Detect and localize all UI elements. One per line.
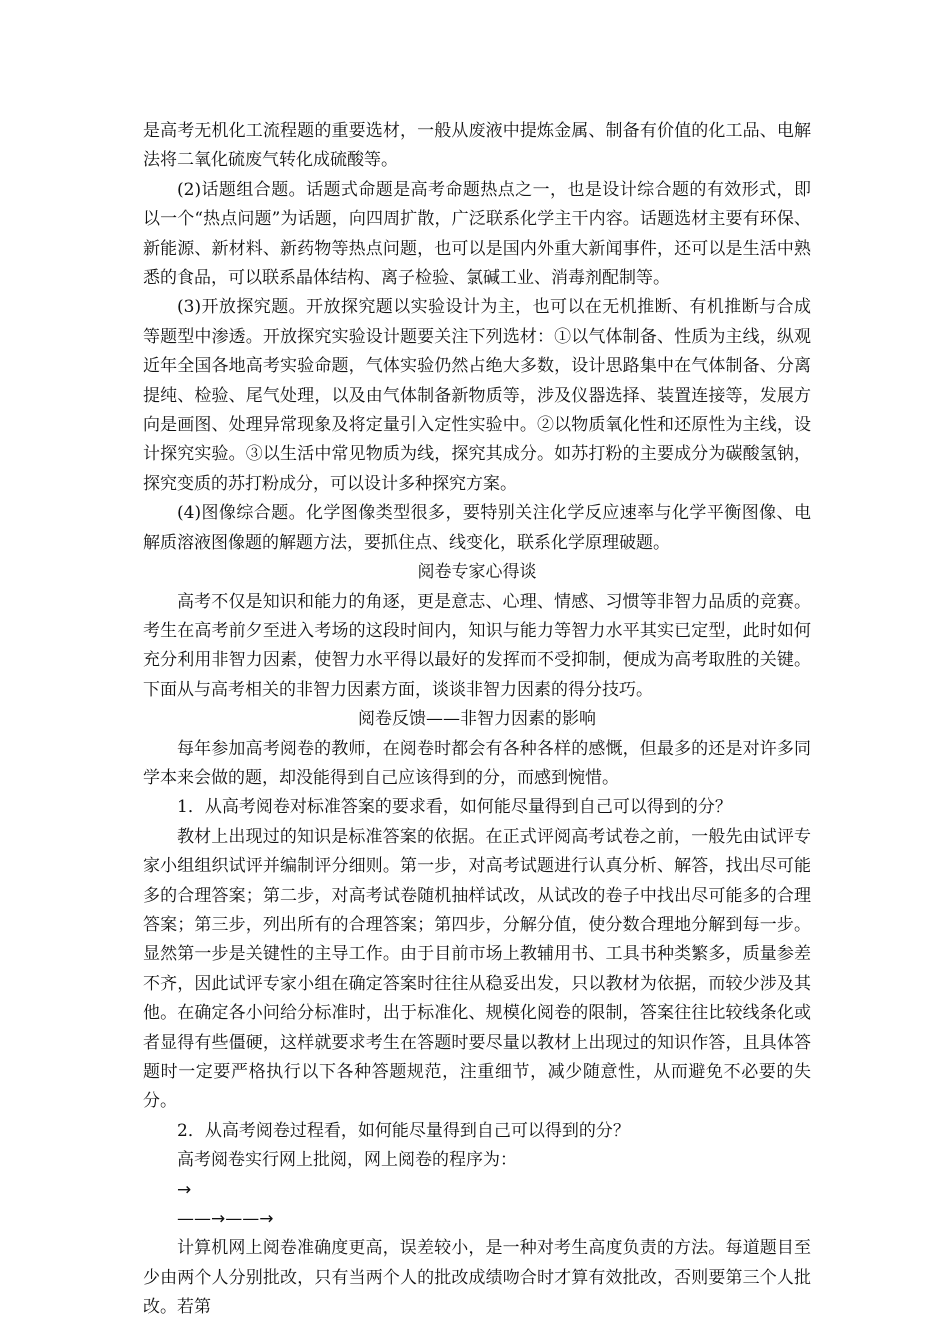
question-2: 2．从高考阅卷过程看，如何能尽量得到自己可以得到的分？ <box>177 1120 630 1141</box>
paragraph-graph-synthesis: (4)图像综合题。化学图像类型很多，要特别关注化学反应速率与化学平衡图像、电解质溶液图像题的解题方法，要抓住点、线变化，联系化学原理破题。 <box>143 503 811 553</box>
paragraph-question-1-answer: 教材上出现过的知识是标准答案的依据。在正式评阅高考试卷之前，一般先由试评专家小组组织试评并编制评分细则。第一步，对高考试题进行认真分析、解答，找出尽可能多的合理答案；第二步，对高考试卷随机抽样试改，从试改的卷子中找出尽可能多的合理答案；第三步，列出所有的合理答案；第四步，分解分值，使分数合理地分解到每一步。显然第一步是关键性的主导工作。由于目前市场上教辅用书、工具书种类繁多，质量参差不齐，因此试评专家小组在确定答案时往往从稳妥出发，只以教材为依据，而较少涉及其他。在确定各小问给分标准时，出于标准化、规模化阅卷的限制，答案往往比较线条化或者显得有些僵硬，这样就要求考生在答题时要尽量以教材上出现过的知识作答，且具体答题时一定要严格执行以下各种答题规范，注重细节，减少随意性，从而避免不必要的失分。 <box>143 826 811 1112</box>
heading-expert-talk: 阅卷专家心得谈 <box>417 562 537 583</box>
document-page <box>143 117 811 1323</box>
question-1: 1．从高考阅卷对标准答案的要求看，如何能尽量得到自己可以得到的分？ <box>177 797 732 818</box>
paragraph-topic-combination: (2)话题组合题。话题式命题是高考命题热点之一，也是设计综合题的有效形式，即以一个“热点问题”为话题，向四周扩散，广泛联系化学主干内容。话题选材主要有环保、新能源、新材料、新药物等热点问题，也可以是国内外重大新闻事件，还可以是生活中熟悉的食品，可以联系晶体结构、离子检验、氯碱工业、消毒剂配制等。 <box>143 179 811 289</box>
paragraph-online-grading: 计算机网上阅卷准确度更高，误差较小，是一种对考生高度负责的方法。每道题目至少由两个人分别批改，只有当两个人的批改成绩吻合时才算有效批改，否则要第三个人批改。若第 <box>143 1238 811 1318</box>
paragraph-grading-feedback: 每年参加高考阅卷的教师，在阅卷时都会有各种各样的感慨，但最多的还是对许多同学本来会做的题，却没能得到自己应该得到的分，而感到惋惜。 <box>143 738 811 788</box>
paragraph-intro: 是高考无机化工流程题的重要选材，一般从废液中提炼金属、制备有价值的化工品、电解法将二氧化硫废气转化成硫酸等。 <box>143 121 811 171</box>
paragraph-expert-talk: 高考不仅是知识和能力的角逐，更是意志、心理、情感、习惯等非智力品质的竞赛。考生在高考前夕至进入考场的这段时间内，知识与能力等智力水平其实已定型，此时如何充分利用非智力因素，使智力水平得以最好的发挥而不受抑制，便成为高考取胜的关键。下面从与高考相关的非智力因素方面，谈谈非智力因素的得分技巧。 <box>143 591 811 700</box>
flow-arrow-line-1: → <box>177 1179 192 1200</box>
paragraph-question-2-intro: 高考阅卷实行网上批阅，网上阅卷的程序为： <box>177 1150 517 1171</box>
flow-arrow-line-2: ——→——→ <box>177 1209 274 1230</box>
paragraph-open-exploration: (3)开放探究题。开放探究题以实验设计为主，也可以在无机推断、有机推断与合成等题型中渗透。开放探究实验设计题要关注下列选材：①以气体制备、性质为主线，纵观近年全国各地高考实验命题，气体实验仍然占绝大多数，设计思路集中在气体制备、分离提纯、检验、尾气处理，以及由气体制备新物质等，涉及仪器选择、装置连接等，发展方向是画图、处理异常现象及将定量引入定性实验中。②以物质氧化性和还原性为主线，设计探究实验。③以生活中常见物质为线，探究其成分。如苏打粉的主要成分为碳酸氢钠，探究变质的苏打粉成分，可以设计多种探究方案。 <box>143 297 811 494</box>
heading-grading-feedback: 阅卷反馈——非智力因素的影响 <box>358 709 596 730</box>
